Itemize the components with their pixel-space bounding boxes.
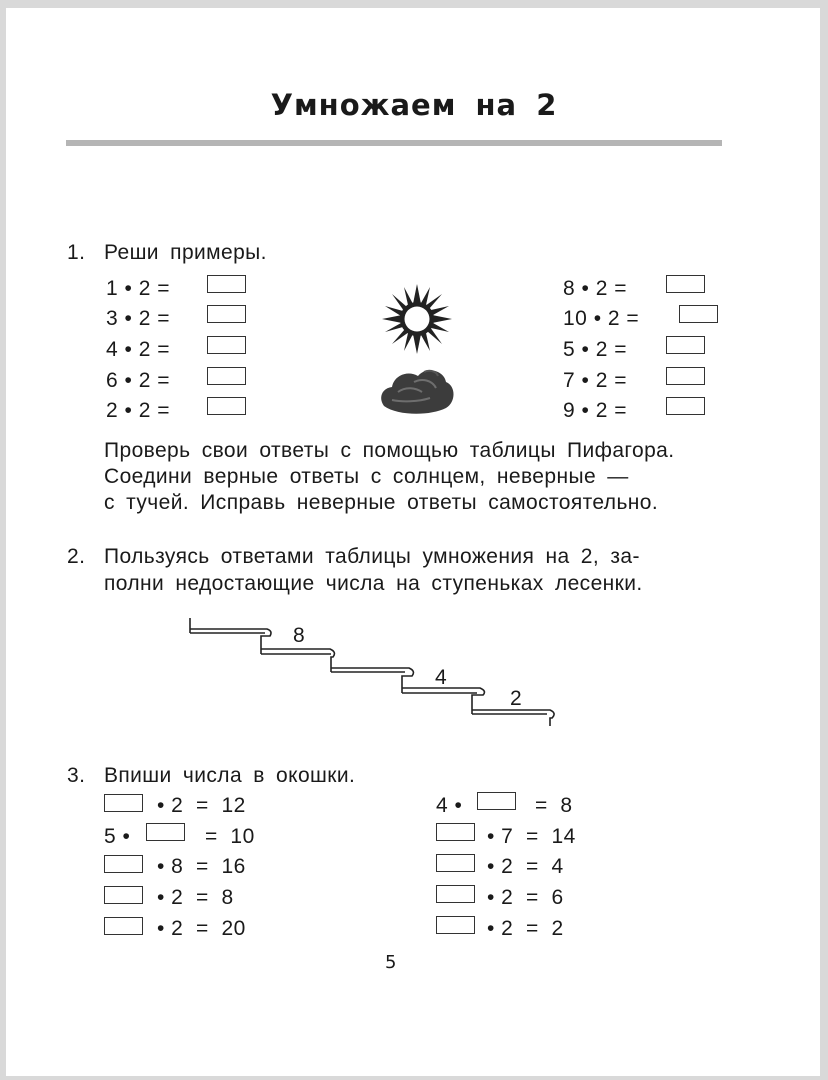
task3-left-expr-3: • 8 = 16: [157, 855, 246, 878]
task1-instruction-2: Соедини верные ответы с солнцем, неверные —: [104, 465, 629, 488]
task2-line-1: Пользуясь ответами таблицы умножения на 2, за-: [104, 545, 640, 568]
task1-right-expr-4: 7 • 2 =: [563, 369, 627, 392]
task1-left-expr-4: 6 • 2 =: [106, 369, 170, 392]
task1-left-expr-5: 2 • 2 =: [106, 399, 170, 422]
missing-number-box[interactable]: [477, 792, 516, 810]
task3-right-expr-2: • 7 = 14: [487, 825, 576, 848]
missing-number-box[interactable]: [436, 854, 475, 872]
task1-left-expr-1: 1 • 2 =: [106, 277, 170, 300]
missing-number-box[interactable]: [146, 823, 185, 841]
task3-right-pre-1: 4 •: [436, 794, 463, 817]
missing-number-box[interactable]: [104, 917, 143, 935]
missing-number-box[interactable]: [436, 823, 475, 841]
missing-number-box[interactable]: [104, 886, 143, 904]
task1-left-expr-3: 4 • 2 =: [106, 338, 170, 361]
cloud-icon[interactable]: [378, 362, 456, 416]
task1-right-expr-3: 5 • 2 =: [563, 338, 627, 361]
task3-heading: Впиши числа в окошки.: [104, 764, 356, 787]
answer-box[interactable]: [207, 275, 246, 293]
task2-number: 2.: [67, 545, 86, 568]
task1-right-expr-2: 10 • 2 =: [563, 307, 640, 330]
answer-box[interactable]: [666, 336, 705, 354]
missing-number-box[interactable]: [436, 916, 475, 934]
task3-right-expr-4: • 2 = 6: [487, 886, 564, 909]
missing-number-box[interactable]: [104, 794, 143, 812]
task3-left-expr-4: • 2 = 8: [157, 886, 234, 909]
task1-right-expr-1: 8 • 2 =: [563, 277, 627, 300]
task2-line-2: полни недостающие числа на ступеньках лесенки.: [104, 572, 643, 595]
task3-left-expr-1: • 2 = 12: [157, 794, 246, 817]
answer-box[interactable]: [207, 336, 246, 354]
answer-box[interactable]: [666, 275, 705, 293]
answer-box[interactable]: [207, 367, 246, 385]
staircase: [185, 615, 560, 730]
page-number: 5: [385, 952, 397, 973]
task1-number: 1.: [67, 241, 86, 264]
task3-left-expr-2: = 10: [205, 825, 255, 848]
task3-left-expr-5: • 2 = 20: [157, 917, 246, 940]
task1-left-expr-2: 3 • 2 =: [106, 307, 170, 330]
task1-instruction-3: с тучей. Исправь неверные ответы самостоятельно.: [104, 491, 659, 514]
task3-right-expr-5: • 2 = 2: [487, 917, 564, 940]
sun-icon[interactable]: [380, 282, 454, 356]
answer-box[interactable]: [666, 397, 705, 415]
missing-number-box[interactable]: [104, 855, 143, 873]
task1-right-expr-5: 9 • 2 =: [563, 399, 627, 422]
task1-heading: Реши примеры.: [104, 241, 267, 264]
task3-right-expr-1: = 8: [535, 794, 573, 817]
page-title: Умножаем на 2: [270, 88, 558, 122]
task1-instruction-1: Проверь свои ответы с помощью таблицы Пифагора.: [104, 439, 675, 462]
task3-left-pre-2: 5 •: [104, 825, 131, 848]
step-label: 2: [510, 687, 522, 710]
answer-box[interactable]: [679, 305, 718, 323]
step-label: 4: [435, 666, 447, 689]
step-label: 8: [293, 624, 305, 647]
task3-right-expr-3: • 2 = 4: [487, 855, 564, 878]
answer-box[interactable]: [207, 397, 246, 415]
title-rule: [66, 140, 722, 146]
missing-number-box[interactable]: [436, 885, 475, 903]
workbook-page: [6, 8, 820, 1076]
answer-box[interactable]: [207, 305, 246, 323]
answer-box[interactable]: [666, 367, 705, 385]
task3-number: 3.: [67, 764, 86, 787]
